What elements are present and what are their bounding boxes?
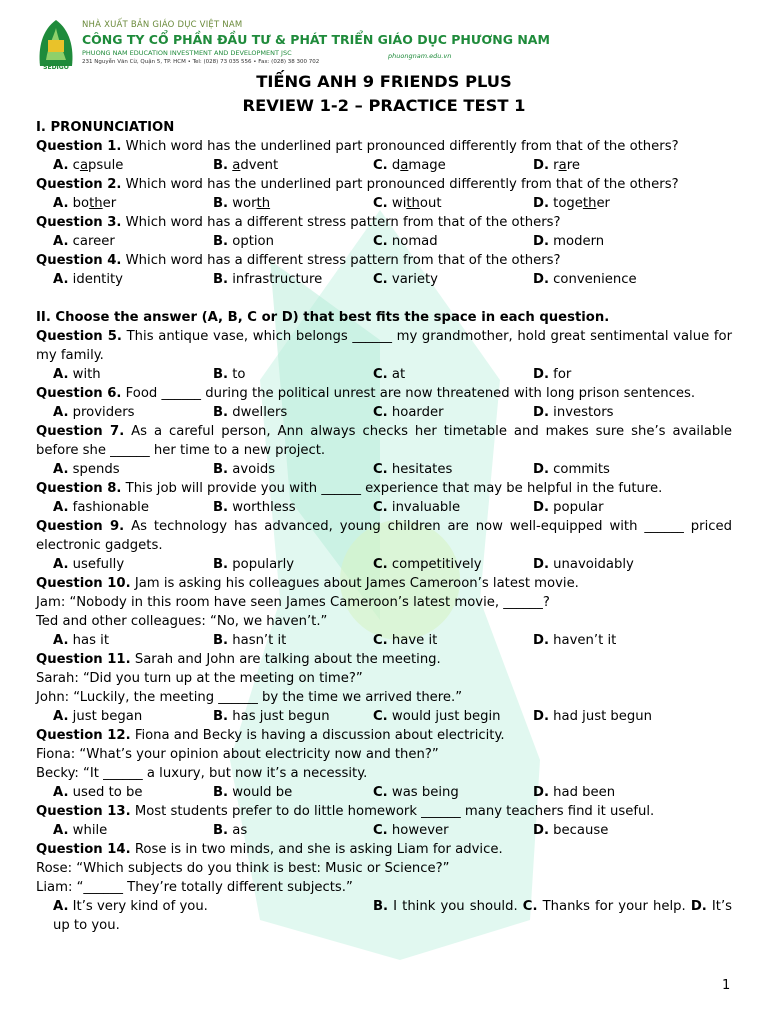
option-d: D. rare: [533, 158, 580, 173]
question-11: [36, 650, 732, 669]
option-c: C. damage: [373, 158, 446, 173]
option-c: C. was being: [373, 785, 459, 800]
dialogue-line: Rose: “Which subjects do you think is best: Music or Science?”: [36, 861, 450, 876]
publisher-header: [36, 14, 550, 71]
question-4: [36, 251, 732, 270]
option-d: D. had just begun: [533, 709, 653, 724]
option-d: D. together: [533, 196, 610, 211]
question-label: Question 3.: [36, 215, 122, 230]
page-title: TIẾNG ANH 9 FRIENDS PLUS: [256, 72, 512, 91]
options-8: [36, 498, 732, 517]
option-b: B. advent: [213, 158, 279, 173]
question-label: Question 7.: [36, 424, 125, 439]
question-text: Food ______ during the political unrest are now threatened with long prison sentences.: [121, 386, 696, 401]
question-label: Question 2.: [36, 177, 122, 192]
option-c: C. competitively: [373, 557, 482, 572]
dialogue-line: Fiona: “What’s your opinion about electricity now and then?”: [36, 747, 439, 762]
question-1: [36, 137, 732, 156]
option-c: C. however: [373, 823, 449, 838]
question-label: Question 12.: [36, 728, 131, 743]
option-a: A. just began: [53, 709, 143, 724]
option-c: C. variety: [373, 272, 438, 287]
option-b: B. has just begun: [213, 709, 330, 724]
option-a: A. with: [53, 367, 101, 382]
question-text: This job will provide you with ______ experience that may be helpful in the future.: [121, 481, 663, 496]
option-b: B. infrastructure: [213, 272, 323, 287]
sedigo-logo-icon: [36, 18, 76, 68]
question-label: Question 10.: [36, 576, 131, 591]
question-text: Fiona and Becky is having a discussion about electricity.: [130, 728, 505, 743]
question-label: Question 4.: [36, 253, 122, 268]
options-6: [36, 403, 732, 422]
question-text: This antique vase, which belongs ______ my grandmother, hold great sentimental value for my family.: [36, 329, 732, 363]
option-d: D. convenience: [533, 272, 637, 287]
question-label: Question 8.: [36, 481, 122, 496]
question-text: Most students prefer to do little homework ______ many teachers find it useful.: [130, 804, 655, 819]
question-text: Jam is asking his colleagues about James Cameroon’s latest movie.: [130, 576, 579, 591]
question-text: As a careful person, Ann always checks her timetable and makes sure she’s available before she ______ her time to a new project.: [36, 424, 732, 458]
question-text: Which word has a different stress pattern from that of the others?: [121, 253, 561, 268]
option-b: B. as: [213, 823, 248, 838]
question-3: [36, 213, 732, 232]
option-a: A. identity: [53, 272, 123, 287]
options-5: [36, 365, 732, 384]
options-2: [36, 194, 732, 213]
option-a: A. usefully: [53, 557, 125, 572]
question-2: [36, 175, 732, 194]
option-c: C. at: [373, 367, 406, 382]
question-label: Question 11.: [36, 652, 131, 667]
section-choose-answer: II. Choose the answer (A, B, C or D) that best fits the space in each question.: [36, 310, 610, 325]
option-c: C. nomad: [373, 234, 438, 249]
option-b: B. to: [213, 367, 246, 382]
question-text: Which word has the underlined part pronounced differently from that of the others?: [121, 139, 679, 154]
option-a: A. bother: [53, 196, 117, 211]
publisher-name: NHÀ XUẤT BẢN GIÁO DỤC VIỆT NAM: [82, 20, 243, 30]
option-c: C. hesitates: [373, 462, 453, 477]
option-d: D. popular: [533, 500, 604, 515]
options-11: [36, 707, 732, 726]
option-a: A. fashionable: [53, 500, 149, 515]
question-label: Question 9.: [36, 519, 125, 534]
options-9: [36, 555, 732, 574]
question-10: [36, 574, 732, 593]
company-address: 231 Nguyễn Văn Cừ, Quận 5, TP. HCM • Tel: (028) 73 035 556 • Fax: (028) 38 300 702: [82, 59, 320, 65]
question-8: [36, 479, 732, 498]
option-d: D. haven’t it: [533, 633, 617, 648]
question-text: Which word has the underlined part pronounced differently from that of the others?: [121, 177, 679, 192]
options-4: [36, 270, 732, 289]
options-7: [36, 460, 732, 479]
question-text: Sarah and John are talking about the meeting.: [130, 652, 441, 667]
logo-wordmark: SEDIGO: [43, 64, 69, 71]
question-9: [36, 517, 732, 555]
option-c: C. would just begin: [373, 709, 501, 724]
options-13: [36, 821, 732, 840]
test-content: [36, 70, 732, 935]
option-b: B. worth: [213, 196, 271, 211]
option-d: D. because: [533, 823, 609, 838]
options-14: [36, 897, 732, 935]
option-a: A. has it: [53, 633, 110, 648]
dialogue-line: John: “Luckily, the meeting ______ by the time we arrived there.”: [36, 690, 463, 705]
question-label: Question 13.: [36, 804, 131, 819]
option-d: D. investors: [533, 405, 614, 420]
option-a: A. providers: [53, 405, 135, 420]
option-d: D. for: [533, 367, 572, 382]
option-c: C. hoarder: [373, 405, 444, 420]
options-3: [36, 232, 732, 251]
question-12: [36, 726, 732, 745]
option-c: C. Thanks for your help.: [522, 899, 686, 914]
option-d: D. unavoidably: [533, 557, 634, 572]
option-a: A. It’s very kind of you.: [53, 899, 208, 914]
dialogue-line: Sarah: “Did you turn up at the meeting on time?”: [36, 671, 363, 686]
page-subtitle: REVIEW 1-2 – PRACTICE TEST 1: [242, 96, 526, 115]
question-label: Question 1.: [36, 139, 122, 154]
company-name-english: PHUONG NAM EDUCATION INVESTMENT AND DEVELOPMENT JSC: [82, 49, 292, 57]
option-a: A. while: [53, 823, 108, 838]
dialogue-line: Jam: “Nobody in this room have seen James Cameroon’s latest movie, ______?: [36, 595, 550, 610]
option-b: B. worthless: [213, 500, 296, 515]
option-a: A. spends: [53, 462, 120, 477]
options-1: [36, 156, 732, 175]
question-6: [36, 384, 732, 403]
option-a: A. used to be: [53, 785, 143, 800]
question-text: Rose is in two minds, and she is asking Liam for advice.: [130, 842, 503, 857]
option-b: B. popularly: [213, 557, 295, 572]
option-c: C. have it: [373, 633, 438, 648]
option-c: C. without: [373, 196, 442, 211]
dialogue-line: Liam: “______ They’re totally different subjects.”: [36, 880, 353, 895]
question-label: Question 5.: [36, 329, 122, 344]
question-7: [36, 422, 732, 460]
question-14: [36, 840, 732, 859]
dialogue-line: Ted and other colleagues: “No, we haven’t.”: [36, 614, 328, 629]
option-b: B. option: [213, 234, 274, 249]
question-label: Question 14.: [36, 842, 131, 857]
question-5: [36, 327, 732, 365]
company-name: CÔNG TY CỔ PHẦN ĐẦU TƯ & PHÁT TRIỂN GIÁO DỤC PHƯƠNG NAM: [82, 32, 550, 47]
option-d: D. It’s up to you.: [53, 899, 733, 933]
option-d: D. commits: [533, 462, 610, 477]
option-a: A. career: [53, 234, 115, 249]
section-pronunciation: I. PRONUNCIATION: [36, 120, 175, 135]
option-b: B. dwellers: [213, 405, 288, 420]
company-website: phuongnam.edu.vn: [388, 52, 452, 60]
option-b: B. hasn’t it: [213, 633, 287, 648]
option-b: B. would be: [213, 785, 293, 800]
question-13: [36, 802, 732, 821]
option-a: A. capsule: [53, 158, 124, 173]
option-b: B. avoids: [213, 462, 276, 477]
options-10: [36, 631, 732, 650]
page-number: 1: [722, 978, 731, 993]
option-b: B. I think you should.: [373, 899, 518, 914]
option-d: D. modern: [533, 234, 605, 249]
option-d: D. had been: [533, 785, 616, 800]
question-text: As technology has advanced, young children are now well-equipped with ______ priced electronic gadgets.: [36, 519, 732, 553]
options-12: [36, 783, 732, 802]
question-label: Question 6.: [36, 386, 122, 401]
option-c: C. invaluable: [373, 500, 461, 515]
question-text: Which word has a different stress pattern from that of the others?: [121, 215, 561, 230]
dialogue-line: Becky: “It ______ a luxury, but now it’s a necessity.: [36, 766, 368, 781]
